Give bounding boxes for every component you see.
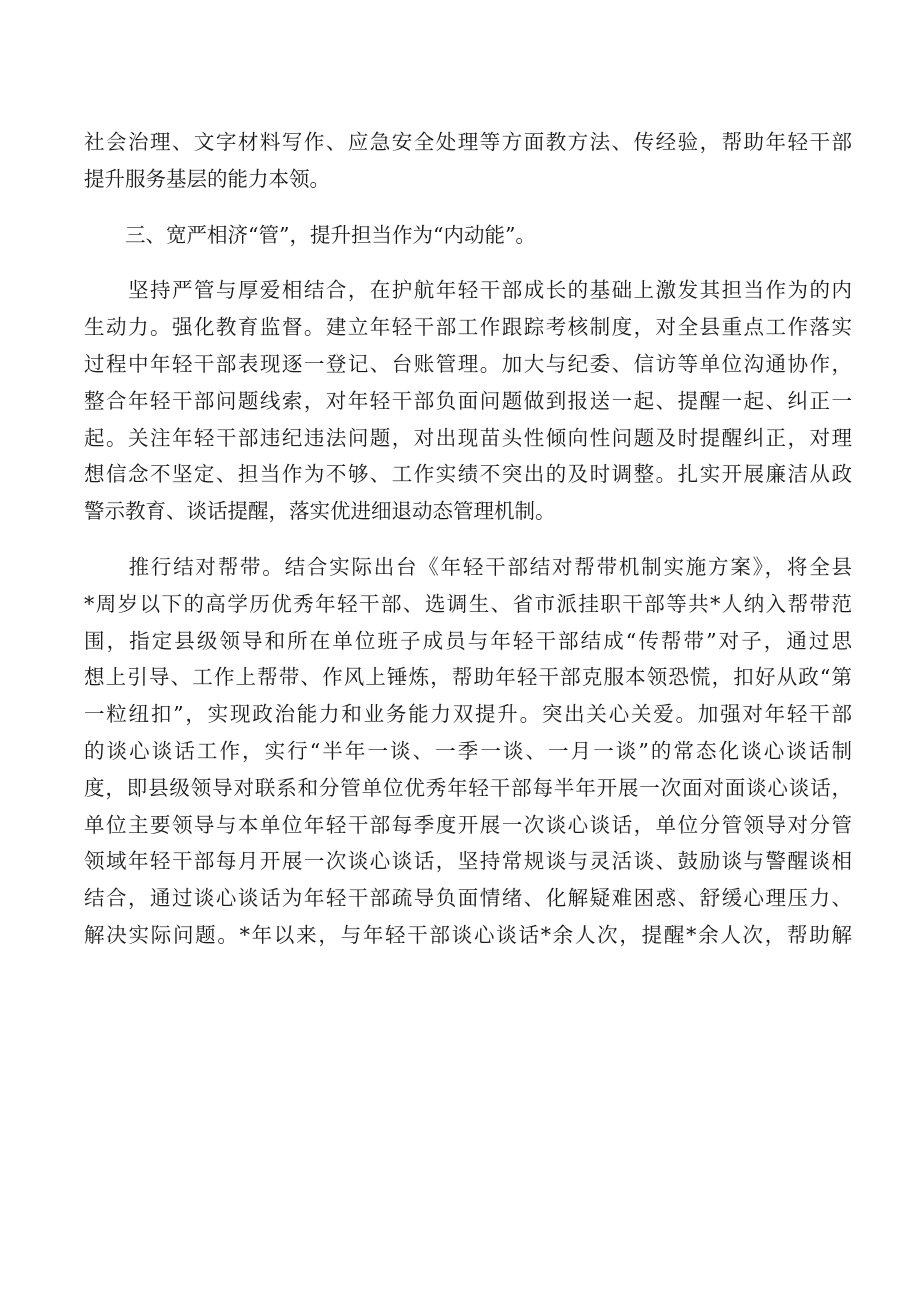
- text-line: 提升服务基层的能力本领。: [84, 166, 330, 191]
- text-line: 社会治理、文字材料写作、应急安全处理等方面教方法、传经验，帮助年轻干部: [84, 130, 852, 154]
- text-line: 整合年轻干部问题线索，对年轻干部负面问题做到报送一起、提醒一起、纠正一: [84, 388, 852, 413]
- text-line: 警示教育、谈话提醒，落实优进细退动态管理机制。: [84, 499, 556, 524]
- paragraph-3: [84, 549, 852, 954]
- text-line: 想上引导、工作上帮带、作风上锤炼，帮助年轻干部克服本领恐慌，扣好从政“第: [84, 665, 852, 690]
- text-line: 解决实际问题。*年以来，与年轻干部谈心谈话*余人次，提醒*余人次，帮助解: [84, 922, 852, 947]
- paragraph-1: [84, 124, 852, 198]
- paragraph-2: [84, 272, 852, 530]
- text-line: 结合，通过谈心谈话为年轻干部疏导负面情绪、化解疑难困惑、舒缓心理压力、: [84, 886, 852, 911]
- text-line: 坚持严管与厚爱相结合，在护航年轻干部成长的基础上激发其担当作为的内: [84, 278, 852, 303]
- document-page: [84, 124, 852, 954]
- text-line: 的谈心谈话工作，实行“半年一谈、一季一谈、一月一谈”的常态化谈心谈话制: [84, 738, 852, 763]
- text-line: 推行结对帮带。结合实际出台《年轻干部结对帮带机制实施方案》，将全县: [84, 554, 852, 579]
- text-line: 领域年轻干部每月开展一次谈心谈话，坚持常规谈与灵活谈、鼓励谈与警醒谈相: [84, 849, 852, 874]
- text-line: 起。关注年轻干部违纪违法问题，对出现苗头性倾向性问题及时提醒纠正，对理: [84, 425, 852, 450]
- text-line: 单位主要领导与本单位年轻干部每季度开展一次谈心谈话，单位分管领导对分管: [84, 812, 852, 837]
- text-line: *周岁以下的高学历优秀年轻干部、选调生、省市派挂职干部等共*人纳入帮带范: [84, 591, 852, 616]
- text-line: 围，指定县级领导和所在单位班子成员与年轻干部结成“传帮带”对子，通过思: [84, 628, 852, 653]
- text-line: 度，即县级领导对联系和分管单位优秀年轻干部每半年开展一次面对面谈心谈话，: [84, 775, 852, 800]
- text-line: 想信念不坚定、担当作为不够、工作实绩不突出的及时调整。扎实开展廉洁从政: [84, 462, 852, 487]
- text-line: 过程中年轻干部表现逐一登记、台账管理。加大与纪委、信访等单位沟通协作，: [84, 351, 852, 376]
- section-heading: [84, 217, 852, 254]
- text-line: 一粒纽扣”，实现政治能力和业务能力双提升。突出关心关爱。加强对年轻干部: [84, 702, 852, 727]
- text-line: 生动力。强化教育监督。建立年轻干部工作跟踪考核制度，对全县重点工作落实: [84, 315, 852, 340]
- heading-text: 三、宽严相济“管”，提升担当作为“内动能”。: [84, 222, 536, 247]
